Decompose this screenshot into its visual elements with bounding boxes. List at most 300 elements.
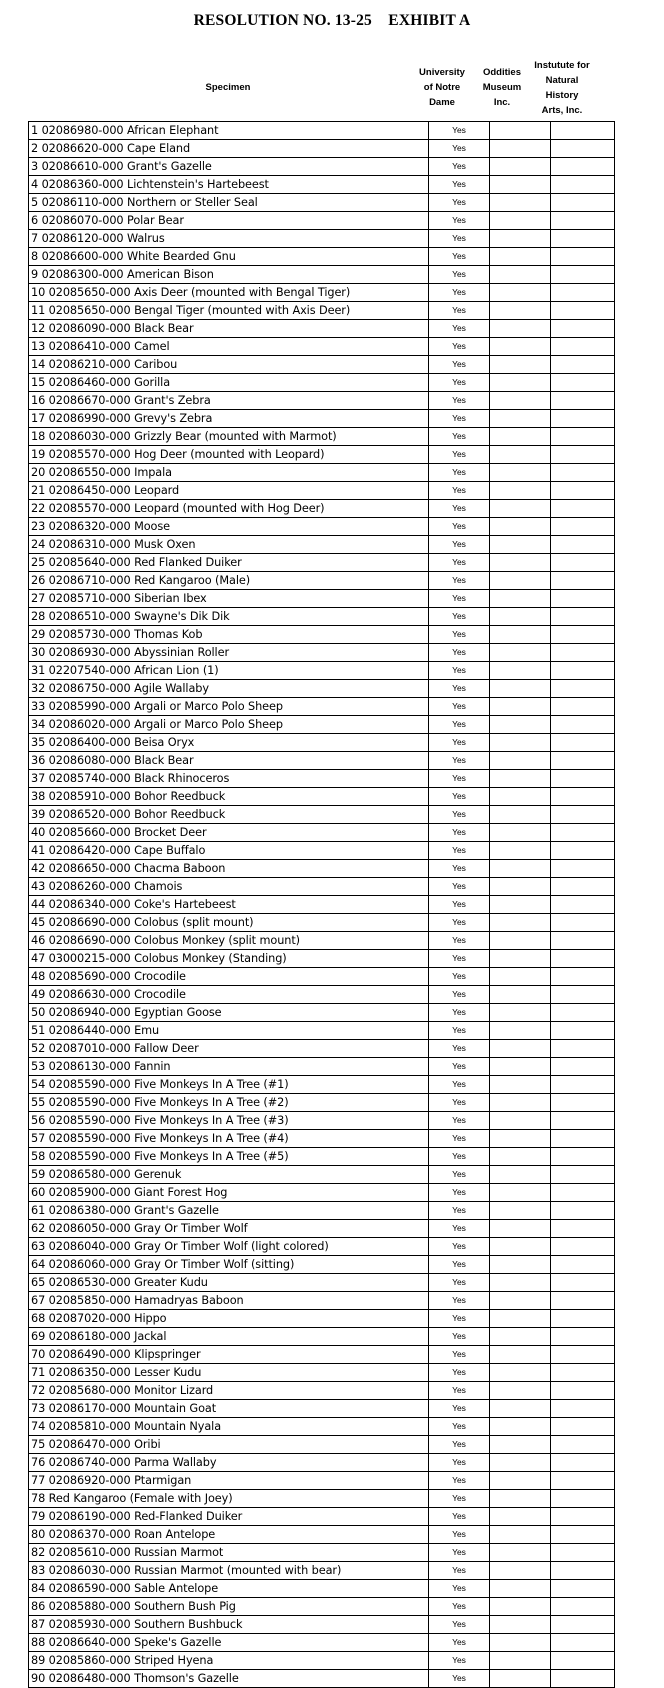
institute-cell: [551, 356, 615, 374]
specimen-cell: 32 02086750-000 Agile Wallaby: [29, 680, 429, 698]
notre-dame-cell: Yes: [429, 626, 490, 644]
oddities-cell: [490, 518, 551, 536]
notre-dame-cell: Yes: [429, 356, 490, 374]
notre-dame-cell: Yes: [429, 1148, 490, 1166]
institute-cell: [551, 1454, 615, 1472]
specimen-cell: 17 02086990-000 Grevy's Zebra: [29, 410, 429, 428]
oddities-cell: [490, 1328, 551, 1346]
header-institute-line-2: Natural: [545, 75, 579, 86]
notre-dame-cell: Yes: [429, 1274, 490, 1292]
table-row: [29, 1130, 615, 1148]
notre-dame-cell: Yes: [429, 680, 490, 698]
table-row: [29, 1580, 615, 1598]
specimen-cell: 86 02085880-000 Southern Bush Pig: [29, 1598, 429, 1616]
specimen-cell: 36 02086080-000 Black Bear: [29, 752, 429, 770]
institute-cell: [551, 1508, 615, 1526]
notre-dame-cell: Yes: [429, 1328, 490, 1346]
oddities-cell: [490, 1562, 551, 1580]
oddities-cell: [490, 1544, 551, 1562]
specimen-cell: 88 02086640-000 Speke's Gazelle: [29, 1634, 429, 1652]
table-row: [29, 1202, 615, 1220]
notre-dame-cell: Yes: [429, 338, 490, 356]
notre-dame-cell: Yes: [429, 806, 490, 824]
oddities-cell: [490, 986, 551, 1004]
specimen-cell: 77 02086920-000 Ptarmigan: [29, 1472, 429, 1490]
header-specimen-label: Specimen: [205, 82, 251, 93]
specimen-cell: 37 02085740-000 Black Rhinoceros: [29, 770, 429, 788]
notre-dame-cell: Yes: [429, 266, 490, 284]
notre-dame-cell: Yes: [429, 1598, 490, 1616]
header-institute: [530, 58, 594, 118]
specimen-cell: 34 02086020-000 Argali or Marco Polo Sheep: [29, 716, 429, 734]
table-row: [29, 1112, 615, 1130]
specimen-cell: 89 02085860-000 Striped Hyena: [29, 1652, 429, 1670]
specimen-cell: 11 02085650-000 Bengal Tiger (mounted with Axis Deer): [29, 302, 429, 320]
table-row: [29, 1004, 615, 1022]
institute-cell: [551, 1274, 615, 1292]
institute-cell: [551, 1112, 615, 1130]
table-row: [29, 1292, 615, 1310]
table-row: [29, 1040, 615, 1058]
header-oddities: [472, 65, 532, 110]
specimen-cell: 55 02085590-000 Five Monkeys In A Tree (#2): [29, 1094, 429, 1112]
institute-cell: [551, 1346, 615, 1364]
table-row: [29, 1670, 615, 1688]
oddities-cell: [490, 608, 551, 626]
specimen-cell: 12 02086090-000 Black Bear: [29, 320, 429, 338]
oddities-cell: [490, 1274, 551, 1292]
table-row: [29, 428, 615, 446]
notre-dame-cell: Yes: [429, 536, 490, 554]
notre-dame-cell: Yes: [429, 1058, 490, 1076]
institute-cell: [551, 1220, 615, 1238]
oddities-cell: [490, 1364, 551, 1382]
oddities-cell: [490, 338, 551, 356]
oddities-cell: [490, 230, 551, 248]
notre-dame-cell: Yes: [429, 1454, 490, 1472]
specimen-cell: 16 02086670-000 Grant's Zebra: [29, 392, 429, 410]
notre-dame-cell: Yes: [429, 1382, 490, 1400]
specimen-cell: 38 02085910-000 Bohor Reedbuck: [29, 788, 429, 806]
oddities-cell: [490, 716, 551, 734]
notre-dame-cell: Yes: [429, 896, 490, 914]
oddities-cell: [490, 1256, 551, 1274]
notre-dame-cell: Yes: [429, 1166, 490, 1184]
specimen-cell: 90 02086480-000 Thomson's Gazelle: [29, 1670, 429, 1688]
header-institute-line-3: History: [545, 90, 579, 101]
institute-cell: [551, 248, 615, 266]
institute-cell: [551, 1310, 615, 1328]
notre-dame-cell: Yes: [429, 1256, 490, 1274]
institute-cell: [551, 1400, 615, 1418]
oddities-cell: [490, 1040, 551, 1058]
institute-cell: [551, 428, 615, 446]
institute-cell: [551, 842, 615, 860]
specimen-cell: 5 02086110-000 Northern or Steller Seal: [29, 194, 429, 212]
institute-cell: [551, 932, 615, 950]
specimen-cell: 29 02085730-000 Thomas Kob: [29, 626, 429, 644]
oddities-cell: [490, 1526, 551, 1544]
institute-cell: [551, 626, 615, 644]
institute-cell: [551, 572, 615, 590]
oddities-cell: [490, 140, 551, 158]
specimen-cell: 61 02086380-000 Grant's Gazelle: [29, 1202, 429, 1220]
specimen-cell: 41 02086420-000 Cape Buffalo: [29, 842, 429, 860]
oddities-cell: [490, 1652, 551, 1670]
specimen-cell: 44 02086340-000 Coke's Hartebeest: [29, 896, 429, 914]
oddities-cell: [490, 1382, 551, 1400]
specimen-cell: 50 02086940-000 Egyptian Goose: [29, 1004, 429, 1022]
institute-cell: [551, 824, 615, 842]
specimen-cell: 46 02086690-000 Colobus Monkey (split mount): [29, 932, 429, 950]
oddities-cell: [490, 896, 551, 914]
table-row: [29, 1148, 615, 1166]
document-title: RESOLUTION NO. 13-25 EXHIBIT A: [193, 12, 471, 29]
table-row: [29, 1184, 615, 1202]
institute-cell: [551, 554, 615, 572]
notre-dame-cell: Yes: [429, 1346, 490, 1364]
institute-cell: [551, 446, 615, 464]
oddities-cell: [490, 1400, 551, 1418]
institute-cell: [551, 122, 615, 140]
specimen-cell: 84 02086590-000 Sable Antelope: [29, 1580, 429, 1598]
specimen-cell: 23 02086320-000 Moose: [29, 518, 429, 536]
notre-dame-cell: Yes: [429, 878, 490, 896]
specimen-cell: 52 02087010-000 Fallow Deer: [29, 1040, 429, 1058]
oddities-cell: [490, 482, 551, 500]
table-row: [29, 770, 615, 788]
specimen-cell: 24 02086310-000 Musk Oxen: [29, 536, 429, 554]
table-row: [29, 1094, 615, 1112]
notre-dame-cell: Yes: [429, 1310, 490, 1328]
oddities-cell: [490, 1004, 551, 1022]
notre-dame-cell: Yes: [429, 230, 490, 248]
notre-dame-cell: Yes: [429, 1526, 490, 1544]
specimen-cell: 6 02086070-000 Polar Bear: [29, 212, 429, 230]
oddities-cell: [490, 1112, 551, 1130]
institute-cell: [551, 1382, 615, 1400]
institute-cell: [551, 878, 615, 896]
specimen-cell: 79 02086190-000 Red-Flanked Duiker: [29, 1508, 429, 1526]
table-row: [29, 536, 615, 554]
oddities-cell: [490, 1346, 551, 1364]
table-row: [29, 878, 615, 896]
notre-dame-cell: Yes: [429, 1220, 490, 1238]
specimen-cell: 76 02086740-000 Parma Wallaby: [29, 1454, 429, 1472]
institute-cell: [551, 410, 615, 428]
notre-dame-cell: Yes: [429, 662, 490, 680]
specimen-cell: 30 02086930-000 Abyssinian Roller: [29, 644, 429, 662]
header-specimen: [28, 80, 428, 95]
table-row: [29, 176, 615, 194]
oddities-cell: [490, 968, 551, 986]
institute-cell: [551, 374, 615, 392]
oddities-cell: [490, 1220, 551, 1238]
notre-dame-cell: Yes: [429, 716, 490, 734]
institute-cell: [551, 806, 615, 824]
header-notre-dame-line-1: University: [419, 67, 465, 78]
institute-cell: [551, 140, 615, 158]
notre-dame-cell: Yes: [429, 122, 490, 140]
institute-cell: [551, 1670, 615, 1688]
table-row: [29, 626, 615, 644]
table-row: [29, 788, 615, 806]
oddities-cell: [490, 644, 551, 662]
specimen-cell: 25 02085640-000 Red Flanked Duiker: [29, 554, 429, 572]
oddities-cell: [490, 1472, 551, 1490]
oddities-cell: [490, 1454, 551, 1472]
specimen-cell: 48 02085690-000 Crocodile: [29, 968, 429, 986]
table-row: [29, 932, 615, 950]
oddities-cell: [490, 698, 551, 716]
notre-dame-cell: Yes: [429, 194, 490, 212]
institute-cell: [551, 1202, 615, 1220]
table-row: [29, 1076, 615, 1094]
table-row: [29, 1310, 615, 1328]
oddities-cell: [490, 1022, 551, 1040]
oddities-cell: [490, 554, 551, 572]
notre-dame-cell: Yes: [429, 734, 490, 752]
institute-cell: [551, 1076, 615, 1094]
table-row: [29, 374, 615, 392]
oddities-cell: [490, 752, 551, 770]
table-row: [29, 446, 615, 464]
institute-cell: [551, 1580, 615, 1598]
table-row: [29, 500, 615, 518]
notre-dame-cell: Yes: [429, 608, 490, 626]
notre-dame-cell: Yes: [429, 932, 490, 950]
header-institute-line-1: Instutute for: [534, 60, 590, 71]
table-row: [29, 158, 615, 176]
table-row: [29, 122, 615, 140]
institute-cell: [551, 536, 615, 554]
specimen-cell: 75 02086470-000 Oribi: [29, 1436, 429, 1454]
specimen-cell: 51 02086440-000 Emu: [29, 1022, 429, 1040]
table-row: [29, 914, 615, 932]
specimen-cell: 8 02086600-000 White Bearded Gnu: [29, 248, 429, 266]
table-row: [29, 1598, 615, 1616]
specimen-cell: 87 02085930-000 Southern Bushbuck: [29, 1616, 429, 1634]
notre-dame-cell: Yes: [429, 410, 490, 428]
institute-cell: [551, 734, 615, 752]
specimen-table-body: [29, 122, 615, 1688]
notre-dame-cell: Yes: [429, 464, 490, 482]
institute-cell: [551, 500, 615, 518]
oddities-cell: [490, 1310, 551, 1328]
institute-cell: [551, 1004, 615, 1022]
institute-cell: [551, 1256, 615, 1274]
specimen-cell: 3 02086610-000 Grant's Gazelle: [29, 158, 429, 176]
oddities-cell: [490, 860, 551, 878]
institute-cell: [551, 1094, 615, 1112]
specimen-cell: 53 02086130-000 Fannin: [29, 1058, 429, 1076]
notre-dame-cell: Yes: [429, 302, 490, 320]
notre-dame-cell: Yes: [429, 1112, 490, 1130]
notre-dame-cell: Yes: [429, 1040, 490, 1058]
notre-dame-cell: Yes: [429, 698, 490, 716]
notre-dame-cell: Yes: [429, 1652, 490, 1670]
oddities-cell: [490, 590, 551, 608]
table-row: [29, 950, 615, 968]
institute-cell: [551, 392, 615, 410]
institute-cell: [551, 1544, 615, 1562]
institute-cell: [551, 464, 615, 482]
oddities-cell: [490, 410, 551, 428]
institute-cell: [551, 1436, 615, 1454]
specimen-cell: 19 02085570-000 Hog Deer (mounted with Leopard): [29, 446, 429, 464]
oddities-cell: [490, 1238, 551, 1256]
oddities-cell: [490, 914, 551, 932]
institute-cell: [551, 1130, 615, 1148]
institute-cell: [551, 770, 615, 788]
institute-cell: [551, 1490, 615, 1508]
notre-dame-cell: Yes: [429, 590, 490, 608]
header-oddities-line-2: Museum: [482, 82, 522, 93]
institute-cell: [551, 1652, 615, 1670]
specimen-cell: 70 02086490-000 Klipspringer: [29, 1346, 429, 1364]
oddities-cell: [490, 1202, 551, 1220]
table-row: [29, 1454, 615, 1472]
specimen-cell: 28 02086510-000 Swayne's Dik Dik: [29, 608, 429, 626]
oddities-cell: [490, 734, 551, 752]
notre-dame-cell: Yes: [429, 1634, 490, 1652]
notre-dame-cell: Yes: [429, 212, 490, 230]
institute-cell: [551, 680, 615, 698]
specimen-cell: 73 02086170-000 Mountain Goat: [29, 1400, 429, 1418]
specimen-cell: 33 02085990-000 Argali or Marco Polo Sheep: [29, 698, 429, 716]
institute-cell: [551, 284, 615, 302]
specimen-cell: 54 02085590-000 Five Monkeys In A Tree (#1): [29, 1076, 429, 1094]
specimen-cell: 82 02085610-000 Russian Marmot: [29, 1544, 429, 1562]
table-row: [29, 1058, 615, 1076]
oddities-cell: [490, 950, 551, 968]
oddities-cell: [490, 788, 551, 806]
notre-dame-cell: Yes: [429, 572, 490, 590]
table-row: [29, 1274, 615, 1292]
oddities-cell: [490, 1094, 551, 1112]
table-row: [29, 680, 615, 698]
notre-dame-cell: Yes: [429, 1004, 490, 1022]
notre-dame-cell: Yes: [429, 1094, 490, 1112]
institute-cell: [551, 1058, 615, 1076]
specimen-cell: 1 02086980-000 African Elephant: [29, 122, 429, 140]
table-row: [29, 734, 615, 752]
table-row: [29, 1256, 615, 1274]
specimen-cell: 10 02085650-000 Axis Deer (mounted with Bengal Tiger): [29, 284, 429, 302]
specimen-cell: 63 02086040-000 Gray Or Timber Wolf (light colored): [29, 1238, 429, 1256]
table-row: [29, 1526, 615, 1544]
notre-dame-cell: Yes: [429, 482, 490, 500]
institute-cell: [551, 860, 615, 878]
notre-dame-cell: Yes: [429, 950, 490, 968]
notre-dame-cell: Yes: [429, 140, 490, 158]
oddities-cell: [490, 878, 551, 896]
notre-dame-cell: Yes: [429, 284, 490, 302]
table-row: [29, 1436, 615, 1454]
notre-dame-cell: Yes: [429, 1184, 490, 1202]
notre-dame-cell: Yes: [429, 914, 490, 932]
oddities-cell: [490, 176, 551, 194]
notre-dame-cell: Yes: [429, 644, 490, 662]
institute-cell: [551, 1040, 615, 1058]
specimen-cell: 20 02086550-000 Impala: [29, 464, 429, 482]
institute-cell: [551, 212, 615, 230]
table-row: [29, 860, 615, 878]
table-row: [29, 842, 615, 860]
table-row: [29, 266, 615, 284]
table-row: [29, 1400, 615, 1418]
notre-dame-cell: Yes: [429, 842, 490, 860]
specimen-cell: 65 02086530-000 Greater Kudu: [29, 1274, 429, 1292]
notre-dame-cell: Yes: [429, 1292, 490, 1310]
oddities-cell: [490, 680, 551, 698]
specimen-cell: 15 02086460-000 Gorilla: [29, 374, 429, 392]
specimen-cell: 45 02086690-000 Colobus (split mount): [29, 914, 429, 932]
oddities-cell: [490, 446, 551, 464]
table-row: [29, 554, 615, 572]
institute-cell: [551, 230, 615, 248]
header-notre-dame: [412, 65, 472, 110]
table-row: [29, 716, 615, 734]
institute-cell: [551, 968, 615, 986]
institute-cell: [551, 662, 615, 680]
notre-dame-cell: Yes: [429, 1436, 490, 1454]
notre-dame-cell: Yes: [429, 320, 490, 338]
table-row: [29, 986, 615, 1004]
oddities-cell: [490, 392, 551, 410]
specimen-cell: 64 02086060-000 Gray Or Timber Wolf (sitting): [29, 1256, 429, 1274]
institute-cell: [551, 950, 615, 968]
specimen-cell: 18 02086030-000 Grizzly Bear (mounted with Marmot): [29, 428, 429, 446]
notre-dame-cell: Yes: [429, 428, 490, 446]
table-row: [29, 1634, 615, 1652]
institute-cell: [551, 1238, 615, 1256]
table-row: [29, 1382, 615, 1400]
institute-cell: [551, 1418, 615, 1436]
institute-cell: [551, 644, 615, 662]
table-row: [29, 1490, 615, 1508]
table-row: [29, 1166, 615, 1184]
institute-cell: [551, 266, 615, 284]
notre-dame-cell: Yes: [429, 158, 490, 176]
notre-dame-cell: Yes: [429, 1130, 490, 1148]
notre-dame-cell: Yes: [429, 1508, 490, 1526]
notre-dame-cell: Yes: [429, 1562, 490, 1580]
table-row: [29, 1472, 615, 1490]
specimen-cell: 59 02086580-000 Gerenuk: [29, 1166, 429, 1184]
notre-dame-cell: Yes: [429, 374, 490, 392]
oddities-cell: [490, 824, 551, 842]
specimen-cell: 7 02086120-000 Walrus: [29, 230, 429, 248]
oddities-cell: [490, 464, 551, 482]
specimen-cell: 35 02086400-000 Beisa Oryx: [29, 734, 429, 752]
institute-cell: [551, 1364, 615, 1382]
institute-cell: [551, 590, 615, 608]
notre-dame-cell: Yes: [429, 1364, 490, 1382]
table-row: [29, 572, 615, 590]
institute-cell: [551, 986, 615, 1004]
notre-dame-cell: Yes: [429, 1202, 490, 1220]
specimen-cell: 47 03000215-000 Colobus Monkey (Standing): [29, 950, 429, 968]
table-row: [29, 896, 615, 914]
header-notre-dame-line-3: Dame: [429, 97, 455, 108]
oddities-cell: [490, 572, 551, 590]
oddities-cell: [490, 842, 551, 860]
table-row: [29, 356, 615, 374]
notre-dame-cell: Yes: [429, 1076, 490, 1094]
notre-dame-cell: Yes: [429, 1238, 490, 1256]
specimen-cell: 74 02085810-000 Mountain Nyala: [29, 1418, 429, 1436]
